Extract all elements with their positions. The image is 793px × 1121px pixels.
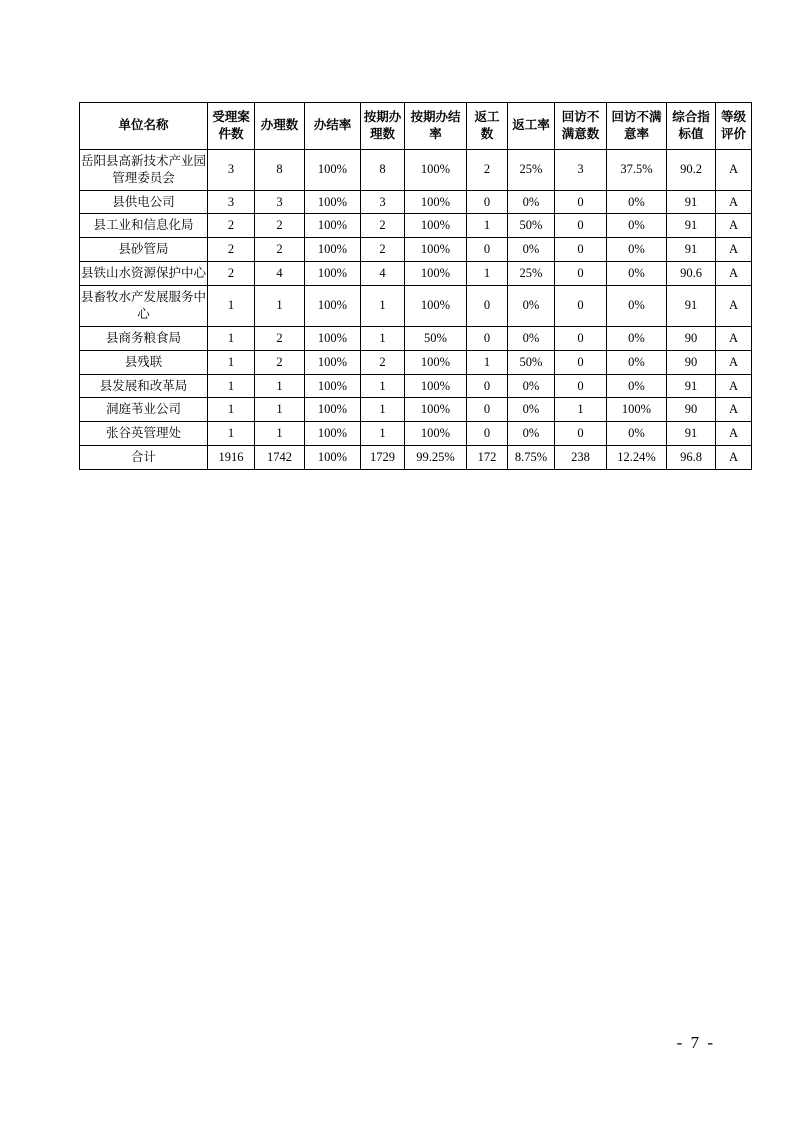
cell-visit-unsatisfied-rate: 0% [607,422,667,446]
cell-handled: 1 [255,374,305,398]
cell-rework-rate: 0% [508,286,555,327]
cell-completion-rate: 100% [305,398,361,422]
cell-ontime-rate: 100% [405,149,467,190]
cell-rework-rate: 25% [508,149,555,190]
cell-index-value: 90.6 [667,262,716,286]
column-header-visit-unsatisfied-rate: 回访不满意率 [607,103,667,150]
cell-index-value: 90 [667,398,716,422]
cell-visit-unsatisfied-rate: 0% [607,190,667,214]
cell-handled: 4 [255,262,305,286]
cell-handled: 1 [255,398,305,422]
cell-visit-unsatisfied-rate: 0% [607,350,667,374]
table-row [80,422,752,446]
cell-handled: 1742 [255,446,305,470]
cell-completion-rate: 100% [305,326,361,350]
cell-visit-unsatisfied-rate: 12.24% [607,446,667,470]
statistics-table-container [79,102,746,470]
cell-grade: A [716,262,752,286]
cell-ontime-rate: 99.25% [405,446,467,470]
statistics-table [79,102,752,470]
cell-rework-rate: 25% [508,262,555,286]
cell-visit-unsatisfied-rate: 0% [607,238,667,262]
cell-accepted: 1 [208,326,255,350]
column-header-unit: 单位名称 [80,103,208,150]
cell-unit: 县畜牧水产发展服务中心 [80,286,208,327]
cell-index-value: 91 [667,422,716,446]
table-row [80,214,752,238]
cell-rework-rate: 0% [508,398,555,422]
cell-completion-rate: 100% [305,149,361,190]
cell-grade: A [716,446,752,470]
cell-ontime-rate: 100% [405,190,467,214]
cell-grade: A [716,398,752,422]
cell-accepted: 1 [208,286,255,327]
cell-index-value: 96.8 [667,446,716,470]
cell-visit-unsatisfied: 0 [555,262,607,286]
cell-ontime-handled: 2 [361,238,405,262]
table-row [80,374,752,398]
cell-ontime-rate: 100% [405,214,467,238]
column-header-accepted: 受理案件数 [208,103,255,150]
cell-index-value: 91 [667,286,716,327]
cell-accepted: 3 [208,149,255,190]
cell-grade: A [716,286,752,327]
table-row [80,446,752,470]
cell-completion-rate: 100% [305,262,361,286]
cell-ontime-handled: 3 [361,190,405,214]
cell-rework: 0 [467,190,508,214]
cell-visit-unsatisfied-rate: 0% [607,262,667,286]
cell-unit: 县砂管局 [80,238,208,262]
column-header-ontime-handled: 按期办理数 [361,103,405,150]
cell-rework-rate: 0% [508,190,555,214]
cell-visit-unsatisfied: 0 [555,350,607,374]
cell-handled: 8 [255,149,305,190]
cell-grade: A [716,214,752,238]
cell-accepted: 2 [208,238,255,262]
cell-ontime-handled: 4 [361,262,405,286]
cell-visit-unsatisfied: 0 [555,238,607,262]
cell-ontime-handled: 1 [361,326,405,350]
table-row [80,286,752,327]
cell-ontime-rate: 100% [405,422,467,446]
cell-index-value: 91 [667,214,716,238]
cell-rework-rate: 0% [508,422,555,446]
cell-ontime-handled: 1 [361,422,405,446]
cell-visit-unsatisfied-rate: 0% [607,326,667,350]
table-row [80,149,752,190]
cell-index-value: 91 [667,238,716,262]
column-header-rework-rate: 返工率 [508,103,555,150]
cell-completion-rate: 100% [305,238,361,262]
cell-rework-rate: 0% [508,238,555,262]
cell-unit: 县铁山水资源保护中心 [80,262,208,286]
cell-unit: 张谷英管理处 [80,422,208,446]
cell-visit-unsatisfied: 0 [555,214,607,238]
cell-index-value: 90 [667,326,716,350]
column-header-index-value: 综合指标值 [667,103,716,150]
cell-rework: 1 [467,262,508,286]
cell-rework-rate: 0% [508,326,555,350]
cell-completion-rate: 100% [305,286,361,327]
cell-handled: 1 [255,286,305,327]
cell-rework: 0 [467,422,508,446]
column-header-rework: 返工数 [467,103,508,150]
column-header-handled: 办理数 [255,103,305,150]
cell-ontime-handled: 8 [361,149,405,190]
cell-ontime-rate: 100% [405,286,467,327]
cell-accepted: 1 [208,422,255,446]
cell-accepted: 1 [208,398,255,422]
cell-index-value: 91 [667,374,716,398]
table-body [80,149,752,469]
cell-accepted: 1 [208,374,255,398]
cell-completion-rate: 100% [305,422,361,446]
cell-unit: 县发展和改革局 [80,374,208,398]
cell-completion-rate: 100% [305,374,361,398]
cell-visit-unsatisfied: 0 [555,374,607,398]
cell-ontime-rate: 100% [405,262,467,286]
cell-rework: 0 [467,326,508,350]
column-header-ontime-rate: 按期办结率 [405,103,467,150]
cell-visit-unsatisfied-rate: 0% [607,214,667,238]
cell-visit-unsatisfied-rate: 0% [607,286,667,327]
cell-accepted: 3 [208,190,255,214]
cell-rework-rate: 0% [508,374,555,398]
cell-grade: A [716,190,752,214]
cell-unit: 县商务粮食局 [80,326,208,350]
cell-visit-unsatisfied-rate: 100% [607,398,667,422]
table-header-row [80,103,752,150]
cell-unit: 县供电公司 [80,190,208,214]
cell-visit-unsatisfied-rate: 37.5% [607,149,667,190]
cell-rework: 0 [467,398,508,422]
cell-index-value: 90 [667,350,716,374]
cell-unit: 合计 [80,446,208,470]
cell-ontime-handled: 1 [361,398,405,422]
cell-completion-rate: 100% [305,446,361,470]
cell-rework: 1 [467,350,508,374]
cell-visit-unsatisfied: 0 [555,326,607,350]
cell-accepted: 2 [208,262,255,286]
cell-visit-unsatisfied: 3 [555,149,607,190]
cell-rework: 0 [467,238,508,262]
cell-unit: 洞庭苇业公司 [80,398,208,422]
cell-ontime-handled: 1 [361,374,405,398]
cell-grade: A [716,238,752,262]
cell-accepted: 1916 [208,446,255,470]
cell-ontime-rate: 100% [405,374,467,398]
cell-visit-unsatisfied: 0 [555,190,607,214]
cell-handled: 2 [255,350,305,374]
cell-index-value: 91 [667,190,716,214]
cell-visit-unsatisfied-rate: 0% [607,374,667,398]
cell-unit: 县工业和信息化局 [80,214,208,238]
cell-visit-unsatisfied: 238 [555,446,607,470]
table-row [80,238,752,262]
column-header-visit-unsatisfied: 回访不满意数 [555,103,607,150]
cell-visit-unsatisfied: 0 [555,422,607,446]
cell-ontime-handled: 2 [361,350,405,374]
cell-ontime-handled: 1729 [361,446,405,470]
cell-completion-rate: 100% [305,350,361,374]
table-row [80,190,752,214]
cell-ontime-rate: 50% [405,326,467,350]
cell-ontime-rate: 100% [405,238,467,262]
cell-ontime-handled: 1 [361,286,405,327]
cell-rework: 0 [467,286,508,327]
cell-rework: 2 [467,149,508,190]
cell-ontime-rate: 100% [405,350,467,374]
cell-grade: A [716,149,752,190]
cell-handled: 1 [255,422,305,446]
cell-rework: 0 [467,374,508,398]
cell-visit-unsatisfied: 0 [555,286,607,327]
cell-grade: A [716,422,752,446]
cell-handled: 2 [255,326,305,350]
cell-accepted: 2 [208,214,255,238]
table-row [80,398,752,422]
cell-accepted: 1 [208,350,255,374]
cell-ontime-handled: 2 [361,214,405,238]
table-row [80,326,752,350]
cell-unit: 县残联 [80,350,208,374]
column-header-completion-rate: 办结率 [305,103,361,150]
cell-unit: 岳阳县高新技术产业园管理委员会 [80,149,208,190]
cell-rework: 172 [467,446,508,470]
cell-grade: A [716,350,752,374]
cell-rework-rate: 50% [508,350,555,374]
column-header-grade: 等级评价 [716,103,752,150]
cell-rework: 1 [467,214,508,238]
table-row [80,262,752,286]
cell-rework-rate: 50% [508,214,555,238]
cell-grade: A [716,326,752,350]
cell-rework-rate: 8.75% [508,446,555,470]
table-header [80,103,752,150]
cell-handled: 3 [255,190,305,214]
cell-index-value: 90.2 [667,149,716,190]
cell-visit-unsatisfied: 1 [555,398,607,422]
cell-completion-rate: 100% [305,214,361,238]
cell-ontime-rate: 100% [405,398,467,422]
cell-grade: A [716,374,752,398]
table-row [80,350,752,374]
cell-handled: 2 [255,238,305,262]
page-number: - 7 - [676,1033,715,1052]
cell-completion-rate: 100% [305,190,361,214]
cell-handled: 2 [255,214,305,238]
